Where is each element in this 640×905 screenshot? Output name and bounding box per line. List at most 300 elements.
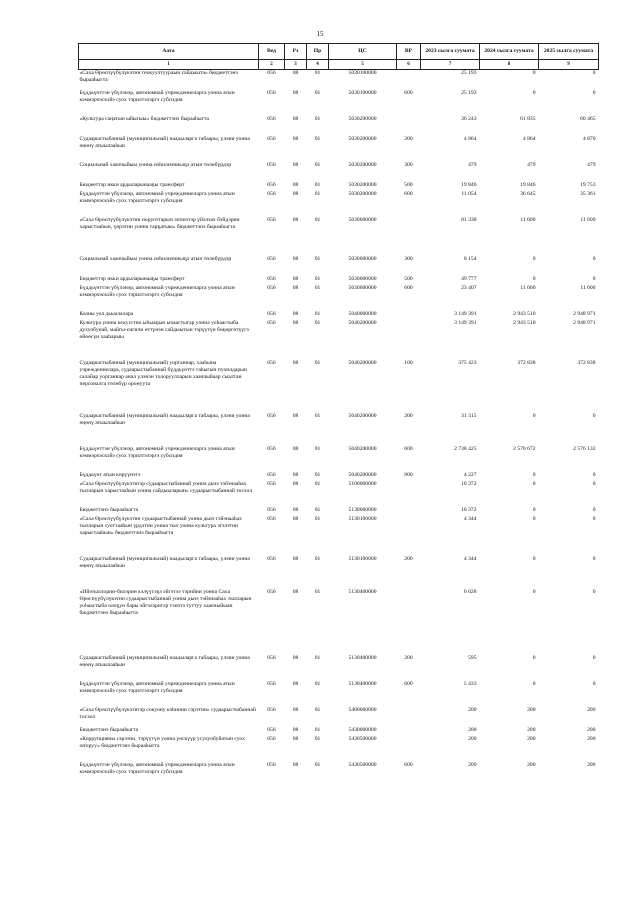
row-name-cell: Бүддьүөттэн үбүлэнэр, автономнай учреждениеларга уонна атын кэммэрчэскэйэ суох тэрилтэлэргэ субсидия [79, 89, 235, 103]
vr-cell: 500 [404, 275, 413, 282]
column-number: 9 [539, 60, 599, 70]
vr-cell: 800 [404, 471, 413, 478]
rz-cell: 08 [292, 284, 299, 291]
ved-cell: 056 [267, 135, 276, 142]
row-name-cell: Социальнай хааччыйыы уонна нэһилиэнньэҕэ атын төлөбүрдэр [79, 161, 232, 168]
column-header-cs: ЦС [329, 44, 397, 60]
amount-2023-cell: 200 [468, 706, 477, 713]
amount-2024-cell: 372 838 [517, 359, 536, 366]
amount-2023-cell: 200 [468, 726, 477, 733]
table-row [79, 276, 599, 285]
table-row [79, 655, 599, 681]
cs-cell: 5130000000 [348, 506, 377, 513]
ved-cell: 056 [267, 588, 276, 595]
ved-cell: 056 [267, 190, 276, 197]
pr-cell: 01 [314, 70, 321, 76]
vr-cell: 200 [404, 412, 413, 419]
rz-cell: 08 [292, 310, 299, 317]
row-name-cell: Бүддьүөттэн үбүлэнэр, автономнай учреждениеларга уонна атын кэммэрчэскэйэ суох тэрилтэлэргэ субсидия [79, 190, 235, 204]
cs-cell: 5040200000 [348, 319, 377, 326]
vr-cell [397, 727, 421, 736]
row-name-cell: «Саха Өрөспүүбүлүкэтигэр сокуону кэһиини сэрэтии» судаарыстыбаннай тосхол [79, 706, 256, 720]
pr-cell: 01 [314, 216, 321, 223]
amount-2024-cell: 4 864 [522, 135, 536, 142]
amount-2024-cell: 200 [527, 726, 536, 733]
vr-cell: 500 [404, 181, 413, 188]
ved-cell: 056 [267, 319, 276, 326]
ved-cell: 056 [267, 654, 276, 661]
cs-cell: 5430000000 [348, 726, 377, 733]
ved-cell: 056 [267, 310, 276, 317]
amount-2025-cell: 4 870 [582, 135, 596, 142]
ved-cell: 056 [267, 284, 276, 291]
table-row [79, 360, 599, 413]
pr-cell: 01 [314, 359, 321, 366]
table-row [79, 116, 599, 136]
amount-2024-cell: 0 [532, 480, 536, 487]
table-row [79, 70, 599, 90]
ved-cell: 056 [267, 161, 276, 168]
pr-cell: 01 [314, 275, 321, 282]
cs-cell: 5130400000 [348, 654, 377, 661]
rz-cell: 08 [292, 359, 299, 366]
amount-2025-cell: 200 [587, 706, 596, 713]
rz-cell: 08 [292, 89, 299, 96]
amount-2024-cell: 0 [532, 255, 536, 262]
amount-2023-cell: 8 154 [463, 255, 477, 262]
pr-cell: 01 [314, 255, 321, 262]
vr-cell [397, 707, 421, 727]
table-row [79, 320, 599, 360]
row-name-cell: Бюджеттэр икки ардыларынааҕы трансферт [79, 181, 185, 188]
table-row [79, 90, 599, 116]
amount-2024-cell: 0 [532, 588, 536, 595]
cs-cell: 5130100000 [348, 515, 377, 522]
amount-2023-cell: 25 193 [461, 70, 477, 76]
ved-cell: 056 [267, 735, 276, 742]
row-name-cell: Бүддьүөттэн үбүлэнэр, автономнай учреждениеларга уонна атын кэммэрчэскэйэ суох тэрилтэлэргэ субсидия [79, 680, 235, 694]
amount-2023-cell: 25 193 [461, 89, 477, 96]
pr-cell: 01 [314, 680, 321, 687]
cs-cell: 5030100000 [348, 89, 377, 96]
pr-cell: 01 [314, 515, 321, 522]
ved-cell: 056 [267, 761, 276, 768]
amount-2025-cell: 2 948 971 [573, 319, 596, 326]
table-row [79, 285, 599, 311]
pr-cell: 01 [314, 480, 321, 487]
amount-2025-cell: 2 576 132 [573, 445, 596, 452]
pr-cell: 01 [314, 181, 321, 188]
vr-cell: 300 [404, 161, 413, 168]
table-row [79, 681, 599, 707]
pr-cell: 01 [314, 735, 321, 742]
amount-2025-cell: 35 361 [580, 190, 596, 197]
cs-cell: 5130400000 [348, 588, 377, 595]
amount-2023-cell: 31 315 [461, 412, 477, 419]
amount-2025-cell: 0 [592, 480, 596, 487]
cs-cell: 5030200000 [348, 135, 377, 142]
amount-2023-cell: 19 846 [461, 181, 477, 188]
pr-cell: 01 [314, 310, 321, 317]
page-number: 15 [316, 30, 324, 38]
table-row [79, 736, 599, 762]
ved-cell: 056 [267, 506, 276, 513]
pr-cell: 01 [314, 89, 321, 96]
cs-cell: 5430500000 [348, 761, 377, 768]
pr-cell: 01 [314, 445, 321, 452]
row-name-cell: «Саха Өрөспүүбүлүкэтигэр судаарыстыбаннай уонна дьиэ тэйэнааһах тылларын харыстааһын уонна сайдыыларын» судаарыстыбаннай тосхол [79, 480, 253, 494]
column-number: 2 [259, 60, 285, 70]
ved-cell: 056 [267, 480, 276, 487]
amount-2025-cell: 0 [592, 506, 596, 513]
amount-2025-cell: 0 [592, 471, 596, 478]
amount-2024-cell: 479 [527, 161, 536, 168]
rz-cell: 08 [292, 115, 299, 122]
ved-cell: 056 [267, 181, 276, 188]
pr-cell: 01 [314, 726, 321, 733]
amount-2024-cell: 0 [532, 471, 536, 478]
column-number: 6 [397, 60, 421, 70]
amount-2023-cell: 200 [468, 761, 477, 768]
rz-cell: 08 [292, 471, 299, 478]
cs-cell: 5040000000 [348, 310, 377, 317]
rz-cell: 08 [292, 506, 299, 513]
amount-2023-cell: 3 149 391 [454, 319, 477, 326]
row-name-cell: «Саха Өрөспүүбүлүкэтин геокуултуураын сайдыыта» бюджеттэнэ бырааһыгта [79, 70, 238, 83]
table-row [79, 762, 599, 788]
column-header-rz: Рз [285, 44, 307, 60]
cs-cell: 5030600000 [348, 255, 377, 262]
rz-cell: 08 [292, 480, 299, 487]
column-number: 7 [421, 60, 480, 70]
pr-cell: 01 [314, 115, 321, 122]
rz-cell: 08 [292, 761, 299, 768]
amount-2024-cell: 11 600 [520, 216, 536, 223]
vr-cell: 600 [404, 680, 413, 687]
amount-2025-cell: 0 [592, 70, 596, 76]
column-number: 1 [79, 60, 259, 70]
row-name-cell: Бюджеттэр икки ардыларынааҕы трансферт [79, 275, 185, 282]
vr-cell: 600 [404, 445, 413, 452]
amount-2025-cell: 200 [587, 726, 596, 733]
table-row [79, 727, 599, 736]
table-row [79, 413, 599, 446]
amount-2025-cell: 0 [592, 255, 596, 262]
rz-cell: 08 [292, 70, 299, 76]
amount-2023-cell: 375 423 [458, 359, 477, 366]
amount-2023-cell: 81 338 [461, 216, 477, 223]
amount-2025-cell: 479 [587, 161, 596, 168]
ved-cell: 056 [267, 412, 276, 419]
cs-cell: 5040200000 [348, 359, 377, 366]
amount-2025-cell: 0 [592, 555, 596, 562]
cs-cell: 5040200000 [348, 471, 377, 478]
amount-2023-cell: 3 149 391 [454, 310, 477, 317]
table-row [79, 182, 599, 191]
rz-cell: 08 [292, 588, 299, 595]
vr-cell: 200 [404, 555, 413, 562]
column-header-2024: 2024 сылга суумата [480, 44, 539, 60]
row-name-cell: Социальнай хааччыйыы уонна нэһилиэнньэҕэ атын төлөбүрдэр [79, 255, 232, 262]
cs-cell: 5030200000 [348, 161, 377, 168]
pr-cell: 01 [314, 506, 321, 513]
amount-2024-cell: 0 [532, 654, 536, 661]
amount-2024-cell: 0 [532, 412, 536, 419]
amount-2025-cell: 11 600 [580, 216, 596, 223]
amount-2024-cell: 19 846 [520, 181, 536, 188]
column-number: 8 [480, 60, 539, 70]
amount-2025-cell: 200 [587, 761, 596, 768]
pr-cell: 01 [314, 654, 321, 661]
pr-cell: 01 [314, 190, 321, 197]
cs-cell: 5130400000 [348, 680, 377, 687]
amount-2023-cell: 10 372 [461, 480, 477, 487]
table-row [79, 136, 599, 162]
amount-2024-cell: 0 [532, 275, 536, 282]
vr-cell [397, 311, 421, 320]
amount-2024-cell: 36 645 [520, 190, 536, 197]
pr-cell: 01 [314, 588, 321, 595]
vr-cell: 100 [404, 359, 413, 366]
row-name-cell: Судаарыстыбаннай (муниципальнай) уорганнар, хааһына учреждениелара, судаарыстыбаннай бүддьүөттэ таһыгын пуонлдарын салайар уорганнар анал үлэнэн толоруулларын хааччыйаар сыалтан персоналга төлөбүр оронуута [79, 359, 247, 387]
vr-cell: 600 [404, 761, 413, 768]
amount-2023-cell: 6 028 [463, 588, 477, 595]
table-row [79, 311, 599, 320]
vr-cell: 300 [404, 255, 413, 262]
row-name-cell: Судаарыстыбаннай (муниципальнай) наадыларга табаары, үлэни уонна өңөнү атыылааһын [79, 135, 250, 149]
vr-cell: 600 [404, 89, 413, 96]
cs-cell: 5030100000 [348, 70, 377, 76]
amount-2024-cell: 0 [532, 70, 536, 76]
ved-cell: 056 [267, 70, 276, 76]
pr-cell: 01 [314, 555, 321, 562]
amount-2025-cell: 0 [592, 412, 596, 419]
row-name-cell: Бюджеттэнэ бырааһыгта [79, 726, 139, 733]
amount-2024-cell: 200 [527, 706, 536, 713]
amount-2024-cell: 0 [532, 506, 536, 513]
amount-2024-cell: 0 [532, 515, 536, 522]
amount-2025-cell: 0 [592, 654, 596, 661]
vr-cell [397, 70, 421, 90]
rz-cell: 08 [292, 706, 299, 713]
rz-cell: 08 [292, 161, 299, 168]
vr-cell: 200 [404, 654, 413, 661]
table-row [79, 217, 599, 256]
vr-cell: 200 [404, 135, 413, 142]
rz-cell: 08 [292, 735, 299, 742]
row-name-cell: Судаарыстыбаннай (муниципальнай) наадыларга табаары, үлэни уонна өңөнү атыылааһын [79, 555, 250, 569]
row-name-cell: «Культура саңатын ыйыгыы» бюджеттэнэ бырааһыгта [79, 115, 209, 122]
rz-cell: 08 [292, 190, 299, 197]
header-row [79, 44, 599, 60]
amount-2023-cell: 49 777 [461, 275, 477, 282]
pr-cell: 01 [314, 412, 321, 419]
row-name-cell: Бүддьүөттэн үбүлэнэр, автономнай учреждениеларга уонна атын кэммэрчэскэйэ суох тэрилтэлэргэ субсидия [79, 284, 235, 298]
cs-cell: 5040200000 [348, 445, 377, 452]
row-name-cell: Судаарыстыбаннай (муниципальнай) наадыларга табаары, үлэни уонна өңөнү атыылааһын [79, 412, 250, 426]
amount-2023-cell: 5 433 [463, 680, 477, 687]
rz-cell: 08 [292, 216, 299, 223]
vr-cell [397, 516, 421, 556]
amount-2025-cell: 0 [592, 680, 596, 687]
amount-2024-cell: 2 943 510 [513, 319, 536, 326]
table-row [79, 589, 599, 655]
row-name-cell: Бюджеттэнэ бырааһыгта [79, 506, 139, 513]
rz-cell: 08 [292, 255, 299, 262]
column-number: 5 [329, 60, 397, 70]
ved-cell: 056 [267, 275, 276, 282]
table-row [79, 162, 599, 182]
amount-2024-cell: 0 [532, 555, 536, 562]
budget-table [78, 43, 599, 788]
amount-2023-cell: 479 [468, 161, 477, 168]
vr-cell [397, 507, 421, 516]
vr-cell [397, 481, 421, 507]
vr-cell [397, 217, 421, 256]
cs-cell: 5030600000 [348, 216, 377, 223]
amount-2023-cell: 23 407 [461, 284, 477, 291]
rz-cell: 08 [292, 515, 299, 522]
column-number: 4 [307, 60, 329, 70]
cs-cell: 5030200000 [348, 115, 377, 122]
amount-2024-cell: 11 600 [520, 284, 536, 291]
amount-2025-cell: 0 [592, 515, 596, 522]
row-name-cell: «Коррупцияны сэрэтии, тэрүүтүн уонна үөскүүр усулуобуйатын суох оҥоруу» бюджеттэнэ бырааһыгта [79, 735, 245, 749]
cs-cell: 5100000000 [348, 480, 377, 487]
amount-2025-cell: 0 [592, 89, 596, 96]
ved-cell: 056 [267, 115, 276, 122]
amount-2023-cell: 4 344 [463, 515, 477, 522]
table-row [79, 472, 599, 481]
amount-2025-cell: 0 [592, 275, 596, 282]
amount-2024-cell: 0 [532, 680, 536, 687]
column-header-name: Аата [79, 44, 259, 60]
vr-cell [397, 589, 421, 655]
row-name-cell: «Ийэтыллорин-билэрин кэлүүтэҕэ эйгэтээ тэрийии уонна Саха Өрөспүүбүлүкэтин судаарыстыбаннай уонна дьиэ тэйэнааһах тылларын уоһаастыба олоҕун бары эйгэлэригэр тэнэтэ туттуу хааччыйыан бюджеттэнэ бырааһыгта [79, 588, 252, 616]
pr-cell: 01 [314, 135, 321, 142]
rz-cell: 08 [292, 319, 299, 326]
amount-2024-cell: 2 570 672 [513, 445, 536, 452]
amount-2025-cell: 0 [592, 588, 596, 595]
rz-cell: 08 [292, 680, 299, 687]
ved-cell: 056 [267, 359, 276, 366]
cs-cell: 5400000000 [348, 706, 377, 713]
column-header-vr: ВР [397, 44, 421, 60]
vr-cell [397, 116, 421, 136]
amount-2025-cell: 200 [587, 735, 596, 742]
ved-cell: 056 [267, 471, 276, 478]
ved-cell: 056 [267, 706, 276, 713]
row-name-cell: Судаарыстыбаннай (муниципальнай) наадыларга табаары, үлэни уонна өңөнү атыылааһын [79, 654, 250, 668]
rz-cell: 08 [292, 555, 299, 562]
amount-2024-cell: 0 [532, 89, 536, 96]
row-name-cell: Казны уол дьыалалара [79, 310, 134, 317]
ved-cell: 056 [267, 555, 276, 562]
ved-cell: 056 [267, 726, 276, 733]
pr-cell: 01 [314, 161, 321, 168]
table-row [79, 191, 599, 217]
vr-cell: 600 [404, 284, 413, 291]
row-name-cell: «Саха Өрөспүүбүлүкэтин судаарыстыбаннай уонна дьиэ тэйэнааһах тылларын суоттааһын үрдэтии уонна тыл уонна культура эгэлэтин харыстааһын» бюджеттэнэ бырааһыгта [79, 515, 242, 536]
pr-cell: 01 [314, 319, 321, 326]
cs-cell: 5130100000 [348, 555, 377, 562]
cs-cell: 5030200000 [348, 181, 377, 188]
amount-2024-cell: 200 [527, 735, 536, 742]
ved-cell: 056 [267, 680, 276, 687]
row-name-cell: Культура уонна искусство ыһыаҕын ычаастыгар уонна уоһаастыба духуобунай, майгы-сигили өттүнэн сайдыытын тэрүүтүн бөҕөргөтүүгэ өйөөсүн хааһарыы [79, 319, 249, 340]
vr-cell [397, 320, 421, 360]
amount-2025-cell: 2 948 971 [573, 310, 596, 317]
table-row [79, 707, 599, 727]
table-row [79, 507, 599, 516]
amount-2025-cell: 11 600 [580, 284, 596, 291]
pr-cell: 01 [314, 706, 321, 713]
row-name-cell: Бүддьүөттэн үбүлэнэр, автономнай учреждениеларга уонна атын кэммэрчэскэйэ суох тэрилтэлэргэ субсидия [79, 445, 235, 459]
vr-cell [397, 736, 421, 762]
amount-2023-cell: 595 [468, 654, 477, 661]
cs-cell: 5030600000 [348, 284, 377, 291]
cs-cell: 5040200000 [348, 412, 377, 419]
amount-2023-cell: 36 243 [461, 115, 477, 122]
row-name-cell: Бүддьүөт атын көрүүнэтэ [79, 471, 141, 478]
amount-2025-cell: 60 465 [580, 115, 596, 122]
rz-cell: 08 [292, 275, 299, 282]
rz-cell: 08 [292, 654, 299, 661]
table-row [79, 556, 599, 589]
amount-2024-cell: 2 943 510 [513, 310, 536, 317]
ved-cell: 056 [267, 89, 276, 96]
table-body [79, 70, 599, 788]
row-name-cell: Бүддьүөттэн үбүлэнэр, автономнай учреждениеларга уонна атын кэммэрчэскэйэ суох тэрилтэлэргэ субсидия [79, 761, 235, 775]
pr-cell: 01 [314, 761, 321, 768]
pr-cell: 01 [314, 471, 321, 478]
column-header-ved: Вед [259, 44, 285, 60]
cs-cell: 5030600000 [348, 275, 377, 282]
ved-cell: 056 [267, 255, 276, 262]
amount-2025-cell: 372 838 [577, 359, 596, 366]
amount-2025-cell: 19 753 [580, 181, 596, 188]
table-row [79, 256, 599, 276]
ved-cell: 056 [267, 216, 276, 223]
ved-cell: 056 [267, 445, 276, 452]
column-header-2025: 2025 сылга суумата [539, 44, 599, 60]
amount-2023-cell: 11 054 [461, 190, 477, 197]
column-number: 3 [285, 60, 307, 70]
amount-2024-cell: 61 835 [520, 115, 536, 122]
column-header-pr: Пр [307, 44, 329, 60]
amount-2023-cell: 4 227 [463, 471, 477, 478]
rz-cell: 08 [292, 445, 299, 452]
rz-cell: 08 [292, 181, 299, 188]
header-number-row [79, 60, 599, 70]
amount-2024-cell: 200 [527, 761, 536, 768]
row-name-cell: «Саха Өрөспүүбүлүкэтин норуоттарын эппиэтэр үйэлэах бэйдэрин харыстааһын, үөрэтии уонна тарҕатыы» бюджеттэнэ бырааһыгта [79, 216, 240, 230]
table-row [79, 446, 599, 472]
cs-cell: 5030200000 [348, 190, 377, 197]
ved-cell: 056 [267, 515, 276, 522]
cs-cell: 5430500000 [348, 735, 377, 742]
amount-2023-cell: 4 344 [463, 555, 477, 562]
amount-2023-cell: 2 738 425 [454, 445, 477, 452]
table-row [79, 516, 599, 556]
amount-2023-cell: 10 372 [461, 506, 477, 513]
rz-cell: 08 [292, 726, 299, 733]
rz-cell: 08 [292, 412, 299, 419]
amount-2023-cell: 4 864 [463, 135, 477, 142]
column-header-2023: 2023 сылга суумата [421, 44, 480, 60]
vr-cell: 600 [404, 190, 413, 197]
amount-2023-cell: 200 [468, 735, 477, 742]
